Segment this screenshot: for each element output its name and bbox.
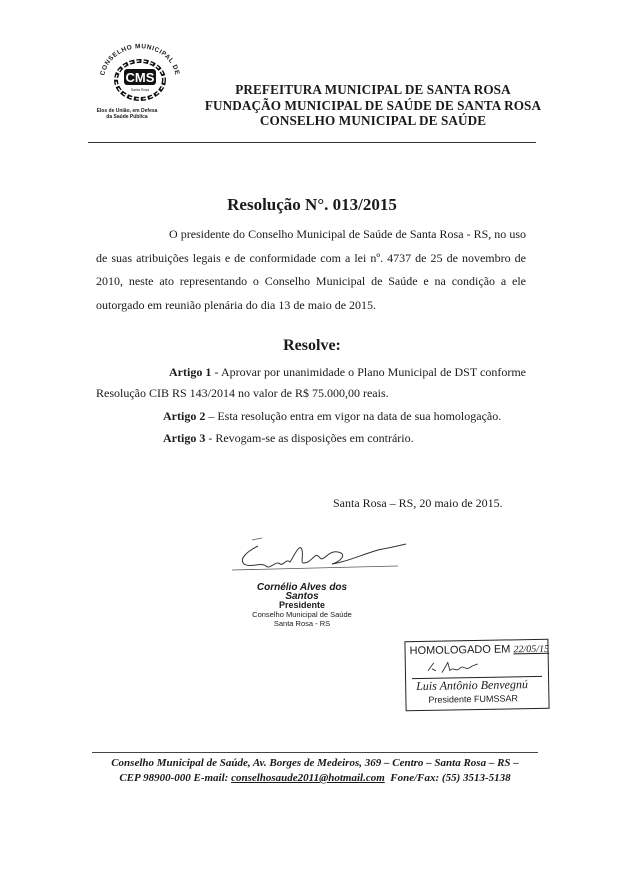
article-3 bbox=[163, 431, 414, 446]
article-1-label: Artigo 1 bbox=[169, 365, 212, 379]
chain-emblem-icon bbox=[88, 40, 192, 106]
council-logo bbox=[88, 40, 192, 106]
footer-cep: CEP 98900-000 E-mail: bbox=[119, 772, 229, 784]
logo-sub-text: Santa Rosa bbox=[130, 88, 150, 92]
footer bbox=[80, 756, 550, 786]
signatory-role: Presidente bbox=[278, 600, 326, 610]
intro-paragraph bbox=[96, 223, 526, 317]
article-2 bbox=[163, 409, 501, 424]
header-divider bbox=[88, 142, 536, 143]
article-2-label: Artigo 2 bbox=[163, 409, 206, 423]
footer-address: Conselho Municipal de Saúde, Av. Borges de Medeiros, 369 – Centro – Santa Rosa – RS – bbox=[111, 757, 519, 769]
stamp-signature-icon bbox=[426, 658, 486, 677]
article-1 bbox=[96, 362, 526, 404]
signatory-org-line2: Santa Rosa - RS bbox=[273, 619, 331, 628]
intro-text: O presidente do Conselho Municipal de Saúde de Santa Rosa - RS, no uso de suas atribuições legais e de conformidade com a lei nº. 4737 de 25 de novembro de 2010, neste ato representando o Conselho Municipal de Saúde e na condição a ele outorgado em reunião plenária do dia 13 de maio de 2015. bbox=[96, 227, 526, 312]
header-line1: PREFEITURA MUNICIPAL DE SANTA ROSA bbox=[235, 82, 511, 97]
footer-contact-row bbox=[80, 771, 550, 786]
logo-center-text: CMS bbox=[125, 70, 155, 85]
footer-divider bbox=[92, 752, 538, 753]
resolve-heading: Resolve: bbox=[283, 337, 341, 354]
place-date: Santa Rosa – RS, 20 maio de 2015. bbox=[333, 496, 503, 510]
article-3-label: Artigo 3 bbox=[163, 431, 206, 445]
resolution-title: Resolução N°. 013/2015 bbox=[227, 195, 397, 214]
logo-caption-line1: Elos de União, em Defesa bbox=[96, 108, 158, 114]
footer-email-link[interactable]: conselhosaude2011@hotmail.com bbox=[231, 772, 385, 784]
stamp-date: 22/05/15 bbox=[513, 643, 550, 656]
stamp-title-row bbox=[409, 643, 549, 658]
handwritten-signature-icon bbox=[228, 528, 408, 578]
article-1-sep: - bbox=[211, 365, 221, 379]
header-line2: FUNDAÇÃO MUNICIPAL DE SAÚDE DE SANTA ROSA bbox=[204, 97, 542, 113]
article-3-text: Revogam-se as disposições em contrário. bbox=[215, 431, 414, 445]
stamp-name: Luis Antônio Benvegnú bbox=[416, 677, 529, 694]
letterhead bbox=[186, 82, 560, 129]
logo-caption-line2: da Saúde Pública bbox=[106, 114, 148, 120]
logo-caption bbox=[92, 108, 162, 120]
logo-ring-text: CONSELHO MUNICIPAL DE bbox=[99, 43, 181, 77]
signatory-name: Cornélio Alves dos Santos bbox=[256, 582, 348, 602]
article-2-sep: – bbox=[205, 409, 218, 423]
signature-block bbox=[242, 583, 362, 628]
stamp-role: Presidente FUMSSAR bbox=[428, 693, 519, 705]
stamp-title: HOMOLOGADO EM bbox=[409, 643, 511, 658]
homologation-stamp bbox=[404, 639, 549, 712]
article-1-text: Aprovar por unanimidade o Plano Municipal de DST conforme Resolução CIB RS 143/2014 no valor de R$ 75.000,00 reais. bbox=[96, 365, 526, 400]
footer-phone: Fone/Fax: (55) 3513-5138 bbox=[390, 772, 511, 784]
header-line3: CONSELHO MUNICIPAL DE SAÚDE bbox=[259, 113, 487, 128]
article-2-text: Esta resolução entra em vigor na data de sua homologação. bbox=[217, 409, 502, 423]
signatory-org-line1: Conselho Municipal de Saúde bbox=[252, 610, 352, 619]
article-3-sep: - bbox=[205, 431, 216, 445]
